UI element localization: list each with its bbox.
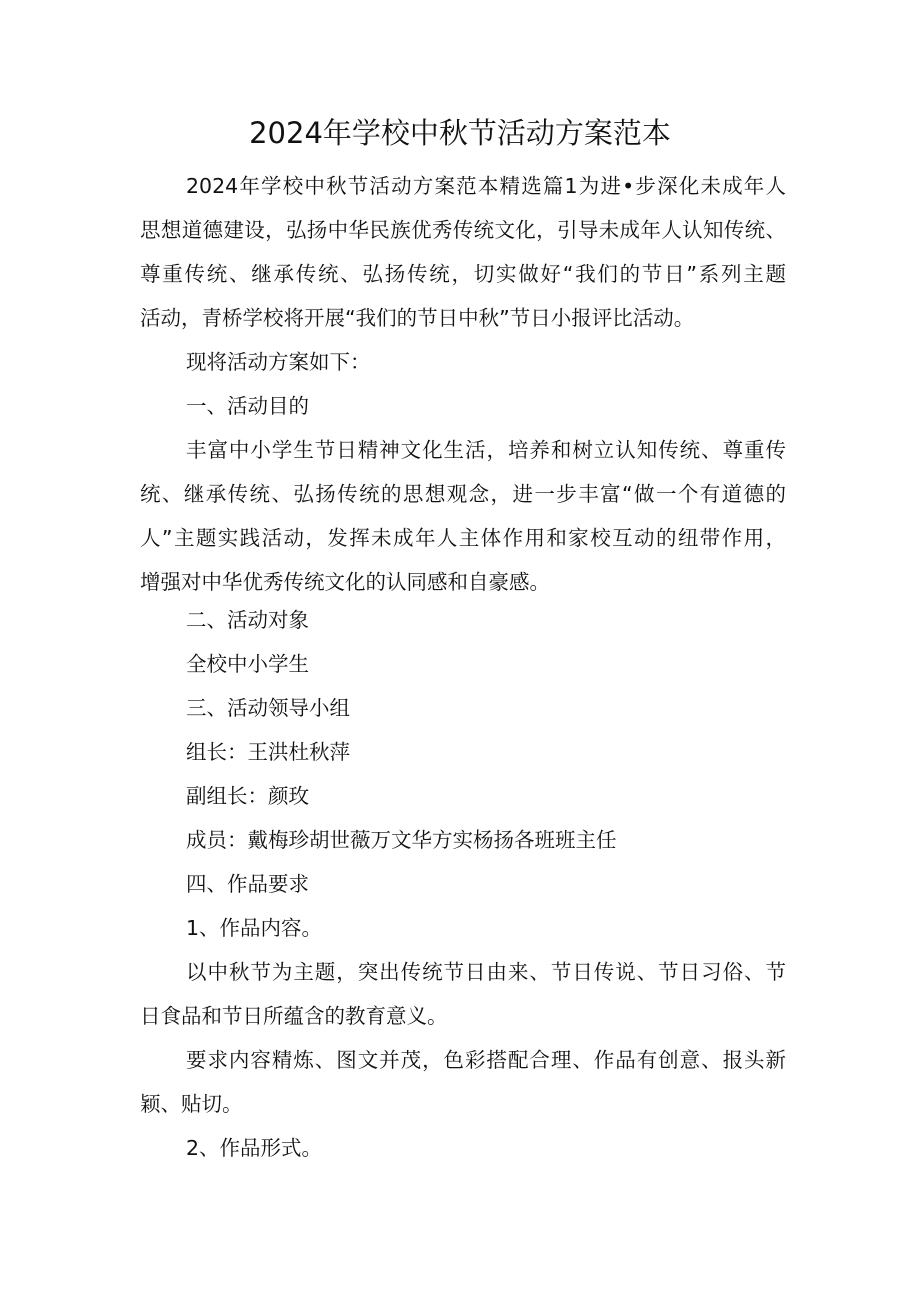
paragraph	[140, 600, 786, 644]
text-line: 2、作品形式。	[186, 1136, 323, 1160]
text-line: 思想道德建设，弘扬中华民族优秀传统文化，引导未成年人认知传统、	[140, 218, 786, 242]
paragraph	[140, 1040, 786, 1128]
paragraph	[140, 166, 786, 342]
text-line: 组长：王洪杜秋萍	[186, 740, 350, 764]
paragraph	[140, 342, 786, 386]
paragraph	[140, 1128, 786, 1172]
text-line: 四、作品要求	[186, 872, 309, 896]
text-line: 丰富中小学生节日精神文化生活，培养和树立认知传统、尊重传	[186, 438, 786, 462]
text-line: 活动，青桥学校将开展“我们的节日中秋”节日小报评比活动。	[140, 306, 695, 330]
document-title: 2024年学校中秋节活动方案范本	[249, 116, 671, 150]
text-line: 人”主题实践活动，发挥未成年人主体作用和家校互动的纽带作用，	[140, 526, 786, 550]
text-line: 2024年学校中秋节活动方案范本精选篇1为进•步深化未成年人	[186, 174, 786, 198]
text-line: 颖、贴切。	[140, 1092, 243, 1116]
text-line: 日食品和节日所蕴含的教育意义。	[140, 1004, 448, 1028]
text-line: 成员：戴梅珍胡世薇万文华方实杨扬各班班主任	[186, 828, 617, 852]
paragraph	[140, 430, 786, 606]
paragraph	[140, 820, 786, 864]
text-line: 增强对中华优秀传统文化的认同感和自豪感。	[140, 570, 550, 594]
paragraph	[140, 908, 786, 952]
text-line: 1、作品内容。	[186, 916, 323, 940]
paragraph	[140, 732, 786, 776]
text-line: 二、活动对象	[186, 608, 309, 632]
text-line: 三、活动领导小组	[186, 696, 350, 720]
text-line: 要求内容精炼、图文并茂，色彩搭配合理、作品有创意、报头新	[186, 1048, 786, 1072]
text-line: 副组长：颜玫	[186, 784, 309, 808]
text-line: 一、活动目的	[186, 394, 309, 418]
text-line: 以中秋节为主题，突出传统节日由来、节日传说、节日习俗、节	[186, 960, 786, 984]
paragraph	[140, 776, 786, 820]
text-line: 全校中小学生	[186, 652, 309, 676]
paragraph	[140, 688, 786, 732]
document-body	[140, 166, 786, 1172]
paragraph	[140, 386, 786, 430]
paragraph	[140, 864, 786, 908]
text-line: 尊重传统、继承传统、弘扬传统，切实做好“我们的节日”系列主题	[140, 262, 786, 286]
paragraph	[140, 952, 786, 1040]
paragraph	[140, 644, 786, 688]
text-line: 统、继承传统、弘扬传统的思想观念，进一步丰富“做一个有道德的	[140, 482, 786, 506]
text-line: 现将活动方案如下：	[186, 350, 371, 374]
